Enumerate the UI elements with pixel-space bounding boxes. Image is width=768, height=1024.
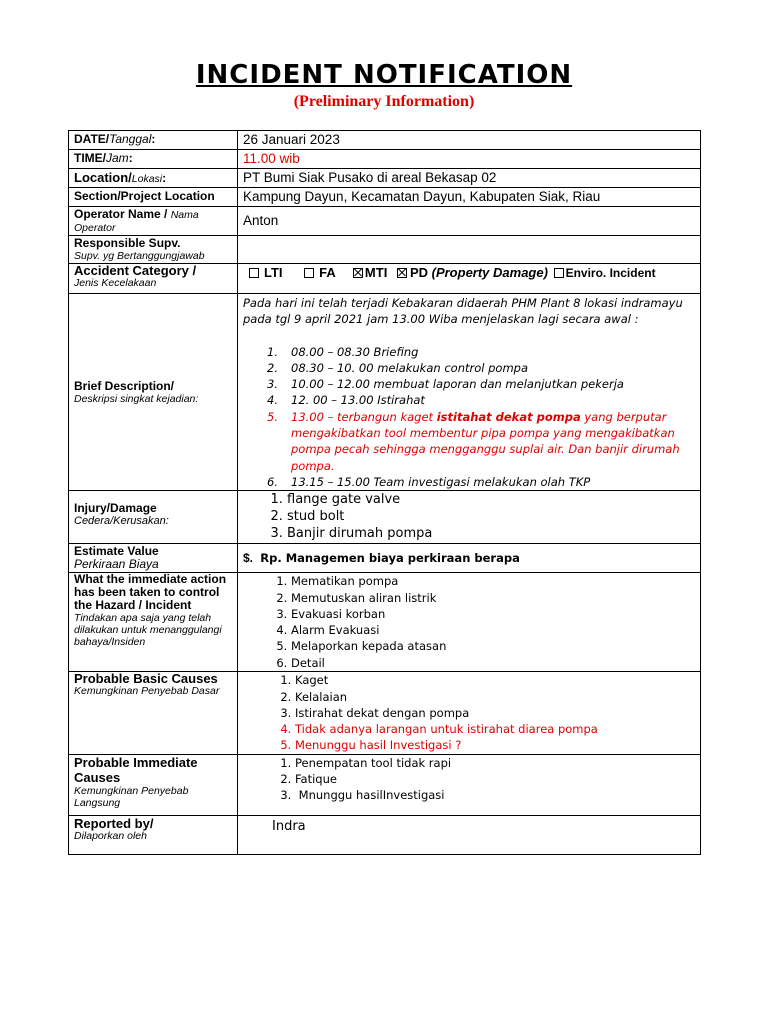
label-time: TIME/Jam:	[69, 150, 238, 169]
value-injury	[238, 491, 701, 544]
row-date	[69, 131, 701, 150]
row-basic-causes	[69, 672, 701, 754]
list-item: 2. Fatique	[295, 771, 695, 787]
checkbox-lti[interactable]	[249, 268, 259, 278]
label-description: Brief Description/ Deskripsi singkat kejadian:	[69, 294, 238, 491]
value-time: 11.00 wib	[238, 150, 701, 169]
label-section: Section/Project Location	[69, 188, 238, 207]
value-location: PT Bumi Siak Pusako di areal Bekasap 02	[238, 169, 701, 188]
list-item: 3. Mnunggu hasilInvestigasi	[295, 787, 695, 803]
list-item: 5. 13.00 – terbangun kaget istitahat dekat pompa yang berputar mengakibatkan tool membentur pipa pompa yang mengakibatkan pompa pecah sehingga mengganggu suplai air. Dan banjir dirumah pompa.	[267, 409, 680, 473]
checkbox-fa[interactable]	[304, 268, 314, 278]
list-item: 5. Melaporkan kepada atasan	[291, 638, 695, 654]
checkbox-pd[interactable]	[397, 268, 407, 278]
list-item: 6. Detail	[291, 655, 695, 671]
list-item: 4. 12. 00 – 13.00 Istirahat	[267, 393, 425, 408]
value-section: Kampung Dayun, Kecamatan Dayun, Kabupaten Siak, Riau	[238, 188, 701, 207]
list-item: 2. stud bolt	[287, 508, 695, 525]
label-basic-causes: Probable Basic Causes Kemungkinan Penyebab Dasar	[69, 672, 238, 754]
list-item: 2. Kelalaian	[295, 689, 695, 705]
row-injury	[69, 491, 701, 544]
label-date: DATE/Tanggal:	[69, 131, 238, 150]
label-immediate-causes: Probable Immediate Causes Kemungkinan Penyebab Langsung	[69, 754, 238, 815]
list-item: 3. Banjir dirumah pompa	[287, 525, 695, 542]
incident-form	[68, 130, 701, 855]
label-operator: Operator Name / Nama Operator	[69, 207, 238, 236]
list-item: 5. Menunggu hasil Investigasi ?	[295, 737, 695, 753]
page-subtitle: (Preliminary Information)	[293, 93, 475, 110]
injury-list	[243, 491, 695, 542]
row-section	[69, 188, 701, 207]
value-immediate-causes	[238, 754, 701, 815]
list-item: 2. Memutuskan aliran listrik	[291, 590, 695, 606]
list-item: 1. Mematikan pompa	[291, 573, 695, 589]
list-item: 1. Kaget	[295, 672, 695, 688]
value-date: 26 Januari 2023	[238, 131, 701, 150]
value-supervisor	[238, 236, 701, 264]
value-action	[238, 573, 701, 672]
label-estimate: Estimate Value Perkiraan Biaya	[69, 544, 238, 573]
list-item: 2. 08.30 – 10. 00 melakukan control pompa	[267, 360, 528, 375]
checkbox-mti[interactable]	[353, 268, 363, 278]
value-reported: Indra	[238, 815, 701, 854]
row-action	[69, 573, 701, 672]
label-action: What the immediate action has been taken to control the Hazard / Incident Tindakan apa saja yang telah dilakukan untuk menanggulangi bahaya/Insiden	[69, 573, 238, 672]
list-item: 1. 08.00 – 08.30 Briefing	[267, 344, 419, 359]
list-item: 6. 13.15 – 15.00 Team investigasi melakukan olah TKP	[267, 474, 591, 489]
value-basic-causes	[238, 672, 701, 754]
row-immediate-causes	[69, 754, 701, 815]
row-estimate	[69, 544, 701, 573]
immediate-causes-list	[243, 755, 695, 804]
label-category: Accident Category / Jenis Kecelakaan	[69, 264, 238, 294]
label-supervisor: Responsible Supv. Supv. yg Bertanggungjawab	[69, 236, 238, 264]
list-item: 1. flange gate valve	[287, 491, 695, 508]
row-category	[69, 264, 701, 294]
list-item: 3. Istirahat dekat dengan pompa	[295, 705, 695, 721]
list-item: 4. Tidak adanya larangan untuk istirahat diarea pompa	[295, 721, 695, 737]
row-reported	[69, 815, 701, 854]
value-description: Pada hari ini telah terjadi Kebakaran didaerah PHM Plant 8 lokasi indramayu pada tgl 9 april 2021 jam 13.00 Wiba menjelaskan lagi secara awal : 1. 08.00 – 08.30 Briefing 2. 08.30 – 10. 00 melakukan control pompa 3. 10.00 – 12.00 membuat laporan dan melanjutkan pekerja 4. 12. 00 – 13.00 Istirahat 5. 13.00 – terbangun kaget istitahat dekat pompa yang berputar mengakibatkan tool membentur pipa pompa yang mengakibatkan pompa pecah sehingga mengganggu suplai air. Dan banjir dirumah pompa. 6. 13.15 – 15.00 Team investigasi melakukan olah TKP	[238, 294, 701, 491]
value-category: LTI FA MTI PD (Property Damage) Enviro. Incident	[238, 264, 701, 294]
page-title: INCIDENT NOTIFICATION	[195, 60, 573, 90]
row-time	[69, 150, 701, 169]
basic-causes-list	[243, 672, 695, 753]
list-item: 3. 10.00 – 12.00 membuat laporan dan melanjutkan pekerja	[267, 377, 624, 392]
list-item: 1. Penempatan tool tidak rapi	[295, 755, 695, 771]
description-list	[243, 344, 695, 491]
label-reported: Reported by/ Dilaporkan oleh	[69, 815, 238, 854]
row-operator	[69, 207, 701, 236]
checkbox-enviro[interactable]	[554, 268, 564, 278]
label-location: Location/Lokasi:	[69, 169, 238, 188]
row-location	[69, 169, 701, 188]
list-item: 4. Alarm Evakuasi	[291, 622, 695, 638]
action-list	[243, 573, 695, 671]
value-estimate: $. Rp. Managemen biaya perkiraan berapa	[238, 544, 701, 573]
label-injury: Injury/Damage Cedera/Kerusakan:	[69, 491, 238, 544]
value-operator: Anton	[238, 207, 701, 236]
row-description	[69, 294, 701, 491]
row-supervisor	[69, 236, 701, 264]
list-item: 3. Evakuasi korban	[291, 606, 695, 622]
